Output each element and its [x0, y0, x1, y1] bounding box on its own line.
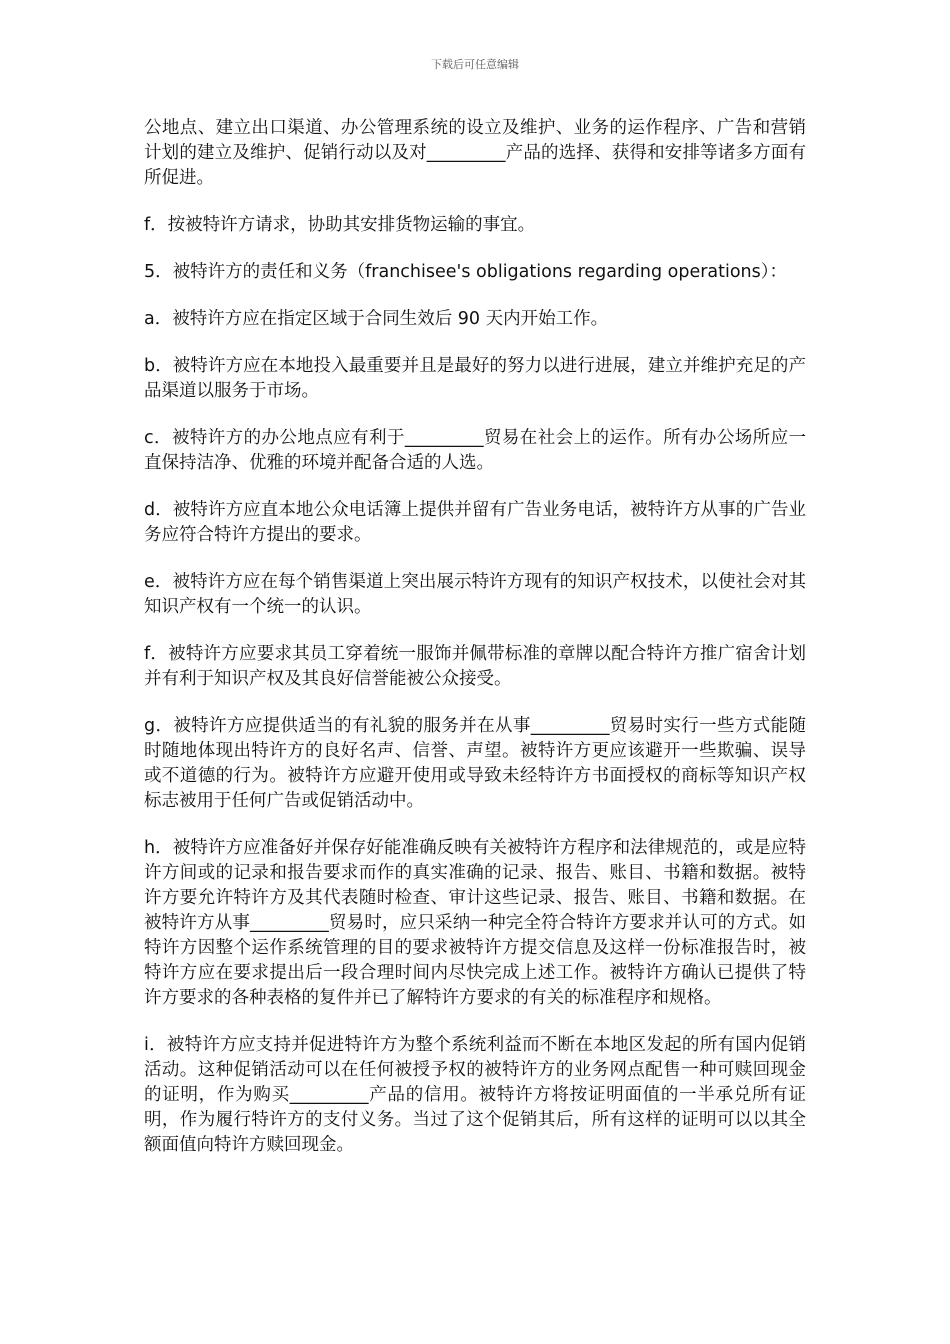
paragraph-b: b．被特许方应在本地投入最重要并且是最好的努力以进行进展，建立并维护充足的产品渠道以服务于市场。	[144, 356, 806, 401]
paragraph-g: g．被特许方应提供适当的有礼貌的服务并在从事_________贸易时实行一些方式能随时随地体现出特许方的良好名声、信誉、声望。被特许方更应该避开一些欺骗、误导或不道德的行为。被特许方应避开使用或导致未经特许方书面授权的商标等知识产权标志被用于任何广告或促销活动中。	[144, 716, 806, 811]
paragraph-e: e．被特许方应在每个销售渠道上突出展示特许方现有的知识产权技术，以使社会对其知识产权有一个统一的认识。	[144, 572, 806, 617]
paragraph-f-transport: f．按被特许方请求，协助其安排货物运输的事宜。	[144, 215, 536, 235]
paragraph-d: d．被特许方应直本地公众电话簿上提供并留有广告业务电话，被特许方从事的广告业务应符合特许方提出的要求。	[144, 500, 806, 545]
section-heading-5: 5．被特许方的责任和义务（franchisee's obligations regarding operations）：	[144, 262, 788, 282]
paragraph-h: h．被特许方应准备好并保存好能准确反映有关被特许方程序和法律规范的，或是应特许方间或的记录和报告要求而作的真实准确的记录、报告、账目、书籍和数据。被特许方要允许特许方及其代表随时检查、审计这些记录、报告、账目、书籍和数据。在被特许方从事_________贸易时，应只采纳一种完全符合特许方要求并认可的方式。如特许方因整个运作系统管理的目的要求被特许方提交信息及这样一份标准报告时，被特许方应在要求提出后一段合理时间内尽快完成上述工作。被特许方确认已提供了特许方要求的各种表格的复件并已了解特许方要求的有关的标准程序和规格。	[144, 838, 806, 1008]
page-header: 下载后可任意编辑	[431, 58, 519, 71]
paragraph-continuation: 公地点、建立出口渠道、办公管理系统的设立及维护、业务的运作程序、广告和营销计划的建立及维护、促销行动以及对_________产品的选择、获得和安排等诸多方面有所促进。	[144, 118, 806, 188]
paragraph-c: c．被特许方的办公地点应有利于_________贸易在社会上的运作。所有办公场所应一直保持洁净、优雅的环境并配备合适的人选。	[144, 428, 806, 473]
paragraph-i: i．被特许方应支持并促进特许方为整个系统利益而不断在本地区发起的所有国内促销活动。这种促销活动可以在任何被授予权的被特许方的业务网点配售一种可赎回现金的证明，作为购买_________产品的信用。被特许方将按证明面值的一半承兑所有证明，作为履行特许方的支付义务。当过了这个促销其后，所有这样的证明可以以其全额面值向特许方赎回现金。	[144, 1035, 806, 1155]
paragraph-f: f．被特许方应要求其员工穿着统一服饰并佩带标准的章牌以配合特许方推广宿舍计划并有利于知识产权及其良好信誉能被公众接受。	[144, 644, 806, 689]
paragraph-a: a．被特许方应在指定区域于合同生效后 90 天内开始工作。	[144, 309, 609, 329]
document-body	[144, 116, 806, 1180]
